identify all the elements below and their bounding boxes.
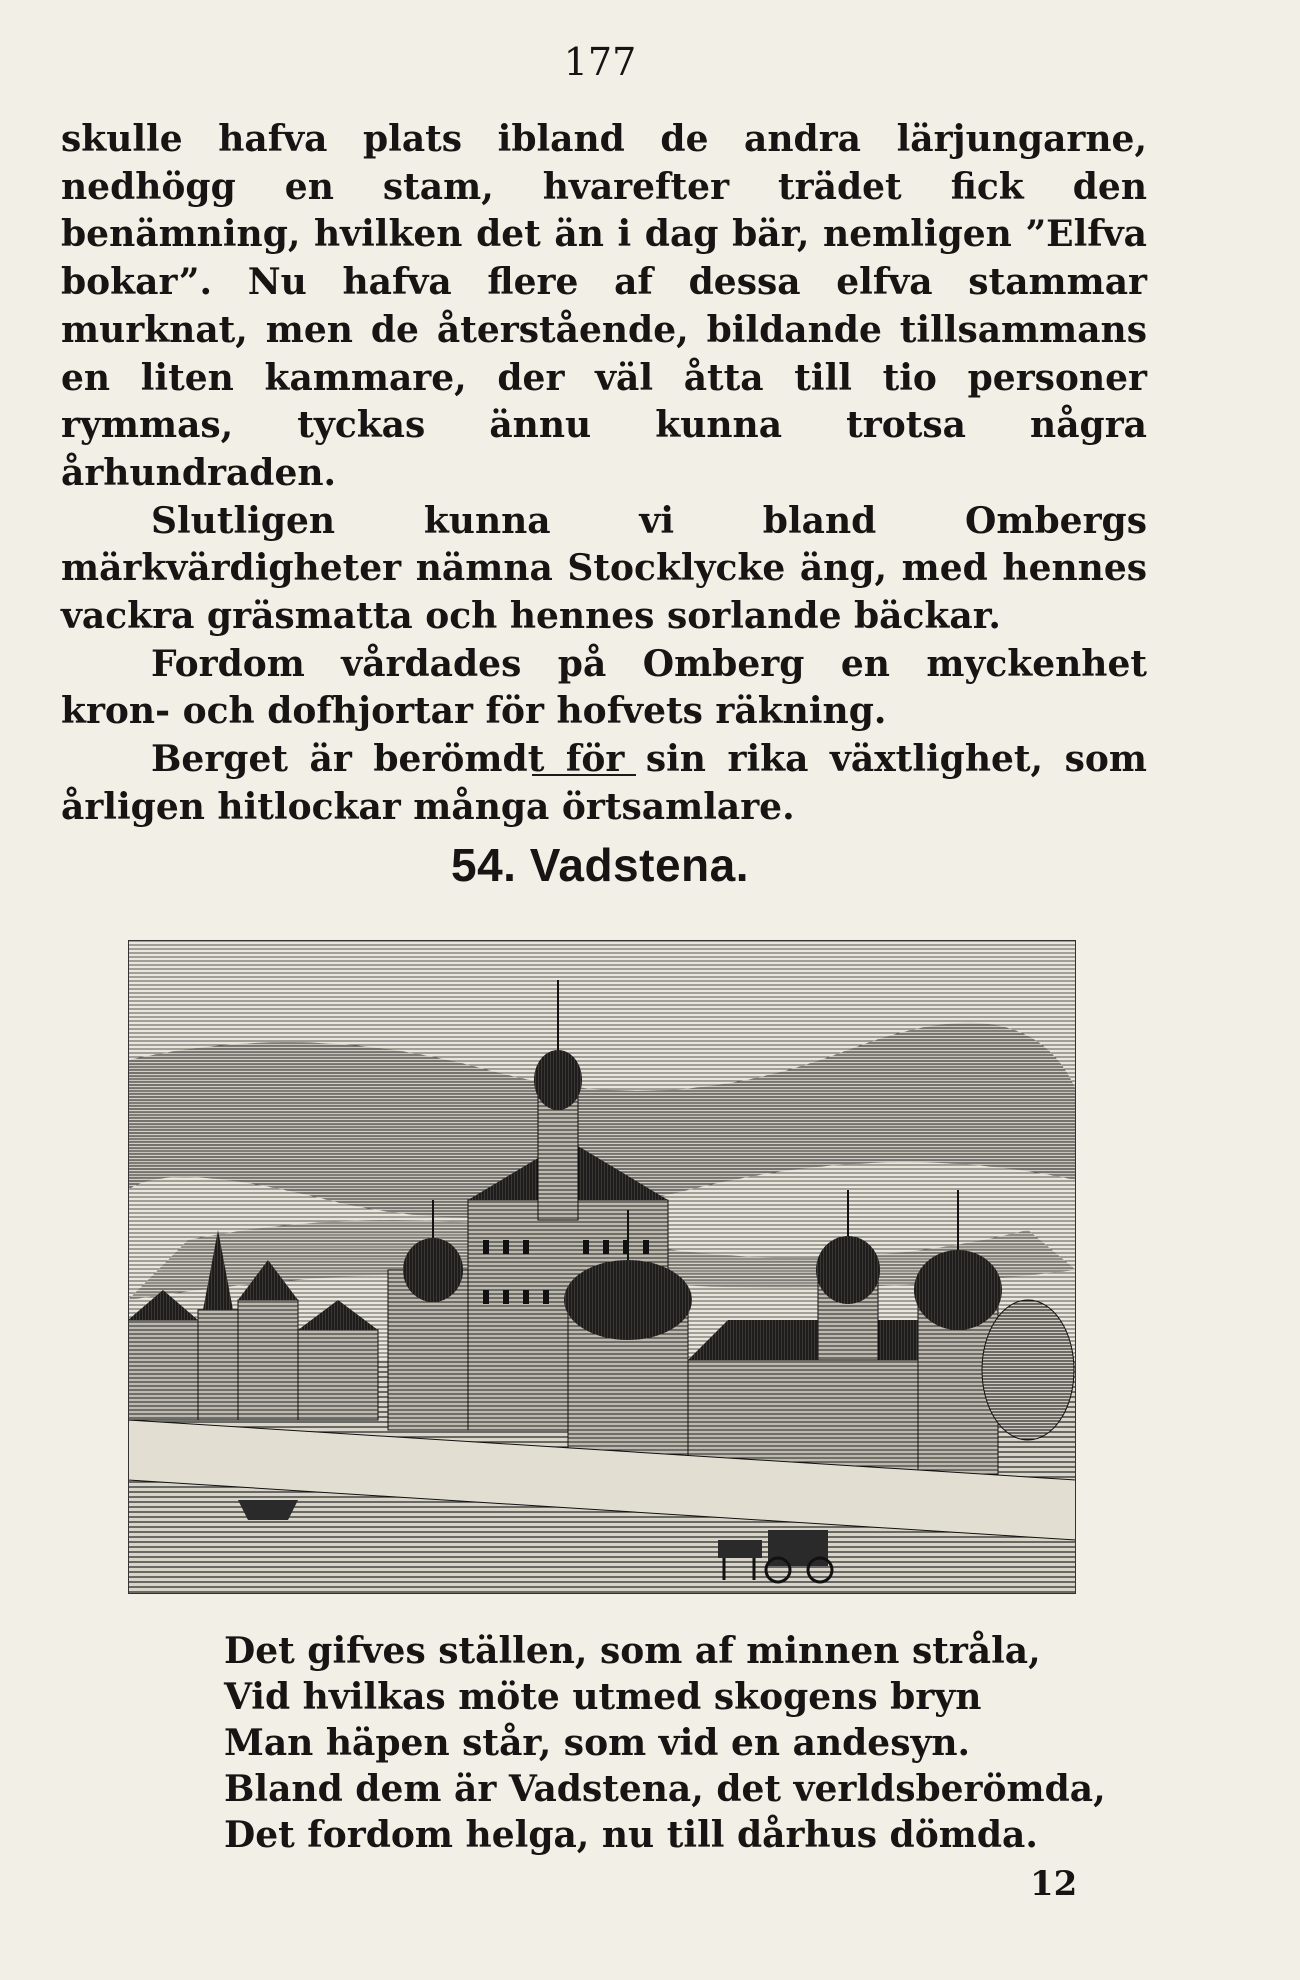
poem-line: Vid hvilkas möte utmed skogens bryn: [224, 1676, 982, 1718]
section-divider: [532, 774, 636, 776]
paragraph: Berget är berömdt för sin rika växtlighet, som årligen hitlockar många örtsamlare.: [61, 738, 1147, 828]
poem-line: Bland dem är Vadstena, det verldsberömda,: [224, 1768, 1106, 1810]
body-text: [61, 116, 1147, 832]
signature-mark: 12: [1030, 1864, 1078, 1904]
section-heading: 54. Vadstena.: [451, 839, 749, 891]
castle-engraving: [128, 940, 1076, 1594]
trees: [982, 1300, 1074, 1440]
page-number: 177: [563, 40, 637, 84]
rowboat: [238, 1500, 298, 1520]
paragraph: Slutligen kunna vi bland Ombergs märkvärdigheter nämna Stocklycke äng, med hennes vackra gräsmatta och hennes sorlande bäckar.: [61, 499, 1147, 638]
paragraph: skulle hafva plats ibland de andra lärjungarne, nedhögg en stam, hvarefter trädet fick den benämning, hvilken det än i dag bär, nemligen ”Elfva bokar”. Nu hafva flere af dessa elfva stammar murknat, men de återstående, bildande tillsammans en liten kammare, der väl åtta till tio personer rymmas, tyckas ännu kunna trotsa några århundraden.: [61, 118, 1147, 494]
poem-line: Man häpen står, som vid en andesyn.: [224, 1722, 971, 1764]
paragraph: Fordom vårdades på Omberg en myckenhet kron- och dofhjortar för hofvets räkning.: [61, 642, 1147, 733]
poem: [224, 1628, 1106, 1858]
poem-line: Det gifves ställen, som af minnen stråla,: [224, 1630, 1041, 1672]
poem-line: Det fordom helga, nu till dårhus dömda.: [224, 1814, 1038, 1856]
